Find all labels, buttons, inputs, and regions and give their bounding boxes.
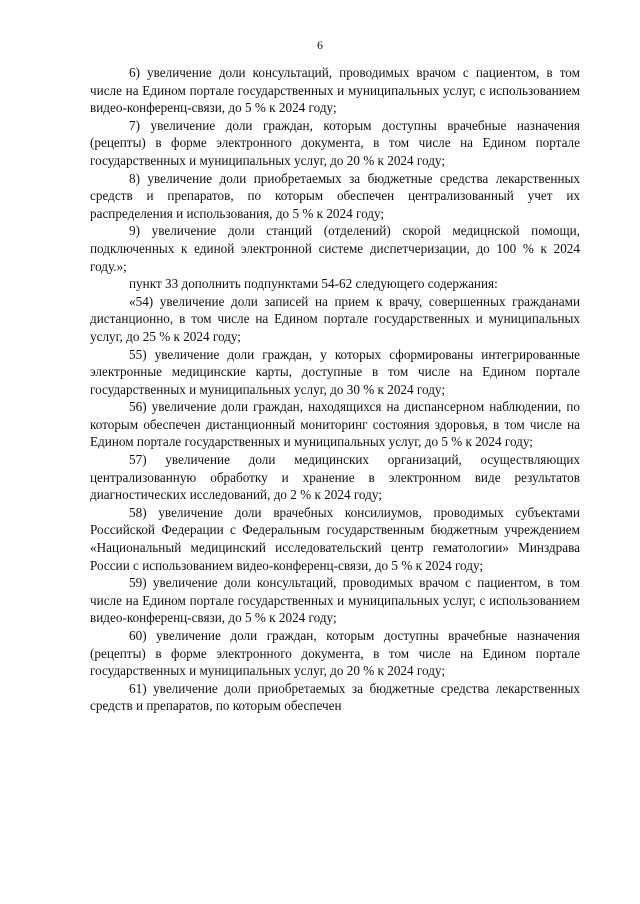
paragraph-item-55: 55) увеличение доли граждан, у которых сформированы интегрированные электронные медицинские карты, доступные в том числе на Едином портале государственных и муниципальных услуг, до 30 % к 2024 году; (90, 346, 580, 397)
paragraph-item-59: 59) увеличение доли консультаций, проводимых врачом с пациентом, в том числе на Едином портале государственных и муниципальных услуг, с использованием видео-конференц-связи, до 5 % к 2024 году; (90, 575, 580, 626)
paragraph-item-6: 6) увеличение доли консультаций, проводимых врачом с пациентом, в том числе на Едином портале государственных и муниципальных услуг, с использованием видео-конференц-связи, до 5 % к 2024 году; (90, 65, 580, 116)
paragraph-item-8: 8) увеличение доли приобретаемых за бюджетные средства лекарственных средств и препаратов, по которым обеспечен централизованный учет их распределения и использования, до 5 % к 2024 году; (90, 170, 580, 221)
page-number: 6 (317, 38, 323, 52)
paragraph-item-7: 7) увеличение доли граждан, которым доступны врачебные назначения (рецепты) в форме электронного документа, в том числе на Едином портале государственных и муниципальных услуг, до 20 % к 2024 году; (90, 117, 580, 168)
paragraph-item-60: 60) увеличение доли граждан, которым доступны врачебные назначения (рецепты) в форме электронного документа, в том числе на Едином портале государственных и муниципальных услуг, до 20 % к 2024 году; (90, 628, 580, 679)
paragraph-item-56: 56) увеличение доли граждан, находящихся на диспансерном наблюдении, по которым обеспечен дистанционный мониторинг состояния здоровья, в том числе на Едином портале государственных и муниципальных услуг, до 5 % к 2024 году; (90, 399, 580, 450)
document-body (90, 64, 580, 715)
paragraph-item-54: «54) увеличение доли записей на прием к врачу, совершенных гражданами дистанционно, в том числе на Едином портале государственных и муниципальных услуг, до 25 % к 2024 году; (90, 293, 580, 344)
paragraph-point-33-intro: пункт 33 дополнить подпунктами 54-62 следующего содержания: (129, 276, 498, 292)
paragraph-item-57: 57) увеличение доли медицинских организаций, осуществляющих централизованную обработку и хранение в электронном виде результатов диагностических исследований, до 2 % к 2024 году; (90, 452, 580, 503)
paragraph-item-58: 58) увеличение доли врачебных консилиумов, проводимых субъектами Российской Федерации с Федеральным государственным бюджетным учреждением «Национальный медицинский исследовательский центр гематологии» Минздрава России с использованием видео-конференц-связи, до 5 % к 2024 году; (90, 504, 580, 573)
paragraph-item-61: 61) увеличение доли приобретаемых за бюджетные средства лекарственных средств и препаратов, по которым обеспечен (90, 680, 580, 714)
paragraph-item-9: 9) увеличение доли станций (отделений) скорой медицнской помощи, подключенных к единой электронной системе диспетчеризации, до 100 % к 2024 году.»; (90, 223, 580, 274)
